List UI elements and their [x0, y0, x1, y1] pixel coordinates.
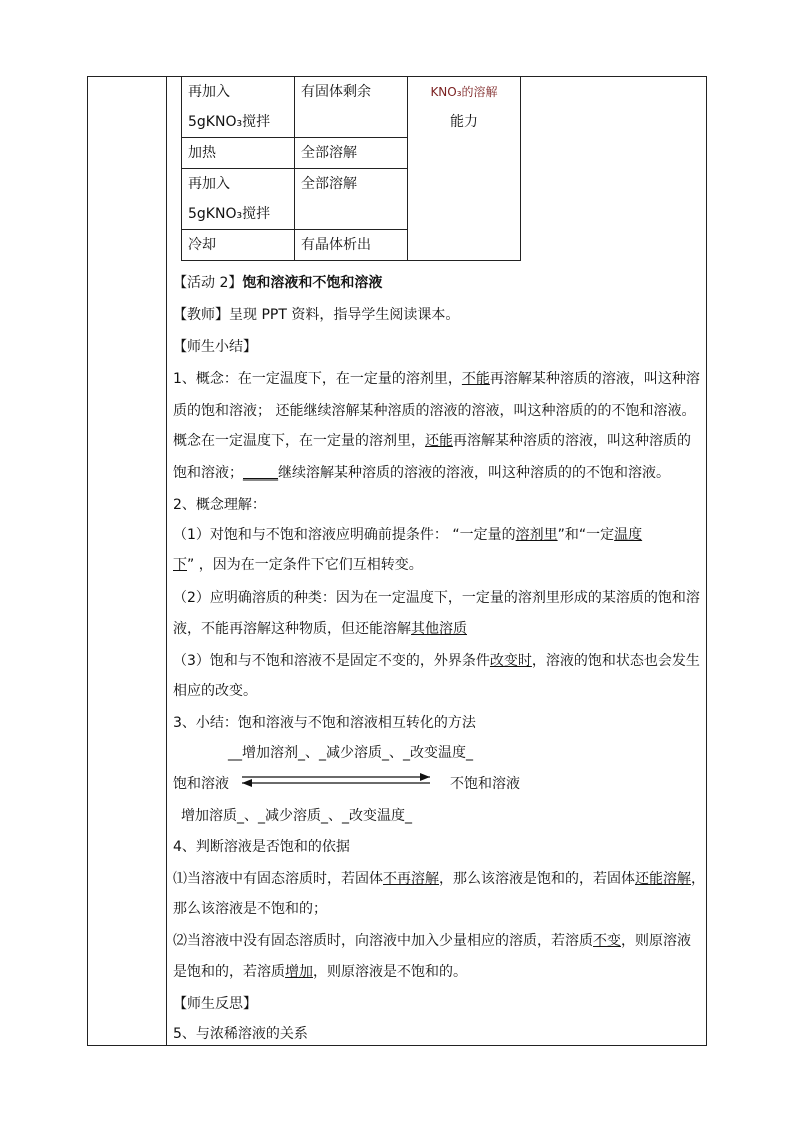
concept-line-3: 概念在一定温度下，在一定量的溶剂里，还能再溶解某种溶质的溶液，叫这种溶质的: [173, 433, 691, 449]
understanding-p3-line2: 相应的改变。: [173, 683, 257, 699]
activity-title: 【活动 2】饱和溶液和不饱和溶液: [173, 275, 383, 291]
judge-heading: 4、判断溶液是否饱和的依据: [173, 839, 350, 855]
understanding-p2-line2: 液，不能再溶解这种物质，但还能溶解其他溶质: [173, 621, 467, 637]
table-cell-result: 全部溶解: [295, 138, 408, 169]
understanding-p1-line2: 下” ，因为在一定条件下它们互相转变。: [173, 557, 423, 573]
summary-heading: 【师生小结】: [173, 339, 257, 355]
table-cell-result: 全部溶解: [295, 169, 408, 230]
conversion-left-label: 饱和溶液: [173, 776, 229, 792]
item5-heading: 5、与浓稀溶液的关系: [173, 1026, 308, 1042]
concept-line-1: 1、概念：在一定温度下，在一定量的溶剂里，不能再溶解某种溶质的溶液，叫这种溶: [173, 371, 700, 387]
judge-b-line2: 是饱和的，若溶质增加，则原溶液是不饱和的。: [173, 964, 467, 980]
table-cell-result: 有固体剩余: [295, 77, 408, 138]
table-cell-result: 有晶体析出: [295, 230, 408, 261]
understanding-p3-line1: （3）饱和与不饱和溶液不是固定不变的，外界条件改变时，溶液的饱和状态也会发生: [173, 653, 700, 669]
teacher-line: 【教师】呈现 PPT 资料，指导学生阅读课本。: [173, 307, 460, 323]
table-cell-op: 再加入 5gKNO₃搅拌: [182, 169, 295, 230]
understanding-p1-line1: （1）对饱和与不饱和溶液应明确前提条件： “一定量的溶剂里”和“一定温度: [173, 527, 643, 543]
judge-b-line1: ⑵当溶液中没有固态溶质时，向溶液中加入少量相应的溶质，若溶质不变，则原溶液: [173, 933, 691, 949]
reflection-heading: 【师生反思】: [173, 996, 257, 1012]
concept-line-2: 质的饱和溶液； 还能继续溶解某种溶质的溶液的溶液，叫这种溶质的的不饱和溶液。: [173, 403, 696, 419]
understanding-heading: 2、概念理解：: [173, 497, 266, 513]
concept-line-4: 饱和溶液；_____继续溶解某种溶质的溶液的溶液，叫这种溶质的的不饱和溶液。: [173, 465, 670, 481]
conversion-bottom-methods: 增加溶质_、_减少溶质_、_改变温度_: [181, 808, 412, 824]
conversion-right-label: 不饱和溶液: [450, 776, 520, 792]
table-cell-conclusion: [408, 77, 521, 261]
table-cell-op: 加热: [182, 138, 295, 169]
column-divider: [166, 76, 167, 1046]
judge-a-line2: 那么该溶液是不饱和的；: [173, 901, 327, 917]
conclusion-line-1: KNO₃的溶解: [430, 85, 498, 99]
double-arrow-icon: [236, 770, 436, 790]
understanding-p2-line1: （2）应明确溶质的种类：因为在一定温度下，一定量的溶剂里形成的某溶质的饱和溶: [173, 590, 700, 606]
table-cell-op: 再加入 5gKNO₃搅拌: [182, 77, 295, 138]
table-cell-op: 冷却: [182, 230, 295, 261]
judge-a-line1: ⑴当溶液中有固态溶质时，若固体不再溶解，那么该溶液是饱和的，若固体还能溶解，: [173, 871, 705, 887]
conversion-top-methods: __增加溶剂_、_减少溶质_、_改变温度_: [228, 745, 473, 761]
experiment-table: [181, 76, 521, 261]
conversion-heading: 3、小结：饱和溶液与不饱和溶液相互转化的方法: [173, 715, 476, 731]
conclusion-line-2: 能力: [450, 114, 478, 130]
